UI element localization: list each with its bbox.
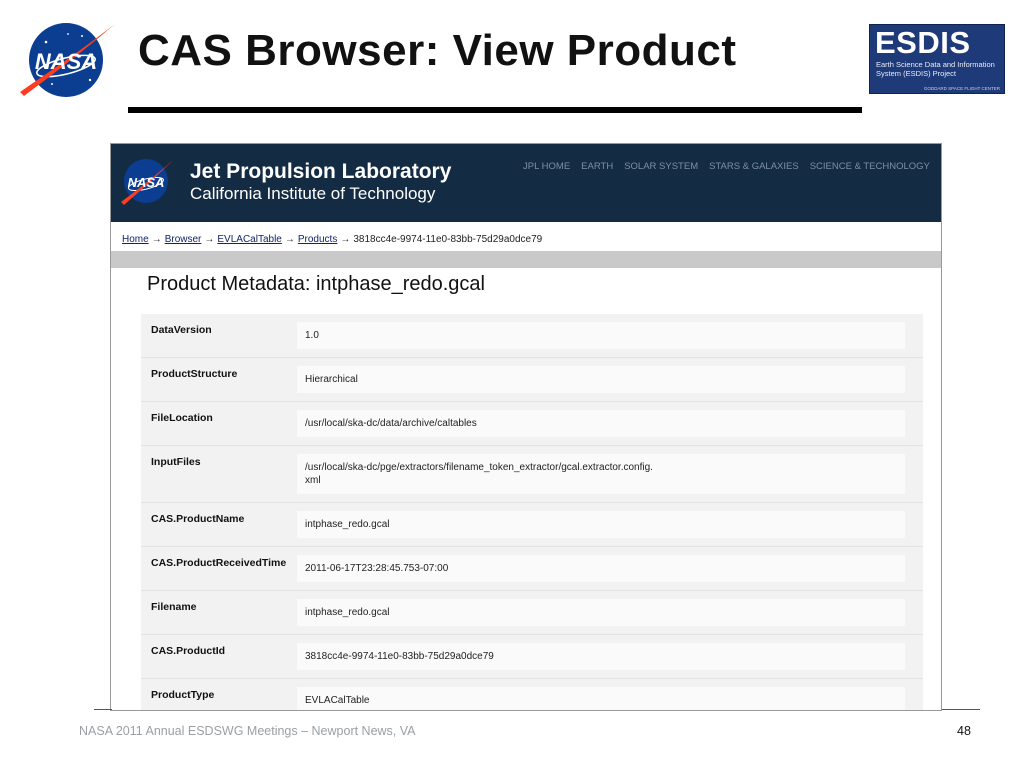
metadata-value: 2011-06-17T23:28:45.753-07:00 — [297, 555, 905, 582]
slide-title: CAS Browser: View Product — [138, 26, 737, 75]
jpl-title[interactable]: Jet Propulsion Laboratory — [190, 160, 452, 183]
page-number: 48 — [957, 724, 971, 738]
cas-browser-screenshot — [110, 143, 942, 711]
breadcrumb — [122, 234, 542, 245]
metadata-row — [141, 402, 923, 446]
metadata-panel — [131, 268, 921, 711]
metadata-row — [141, 679, 923, 711]
esdis-logo-subtitle: Earth Science Data and Information System (ESDIS) Project — [876, 60, 995, 78]
metadata-value: intphase_redo.gcal — [297, 599, 905, 626]
breadcrumb-current: 3818cc4e-9974-11e0-83bb-75d29a0dce79 — [353, 234, 543, 245]
nav-stars-galaxies[interactable]: STARS & GALAXIES — [709, 161, 799, 172]
metadata-value: intphase_redo.gcal — [297, 511, 905, 538]
breadcrumb-separator: → — [204, 234, 215, 245]
slide-footer: NASA 2011 Annual ESDSWG Meetings – Newport News, VA — [79, 724, 416, 738]
breadcrumb-browser-link[interactable]: Browser — [164, 234, 202, 245]
nav-solar-system[interactable]: SOLAR SYSTEM — [624, 161, 699, 172]
metadata-row — [141, 446, 923, 503]
metadata-label: DataVersion — [151, 324, 212, 336]
metadata-value: 1.0 — [297, 322, 905, 349]
footer-divider-left — [94, 709, 112, 710]
page-band — [111, 251, 941, 268]
nav-earth[interactable]: EARTH — [581, 161, 614, 172]
metadata-value: 3818cc4e-9974-11e0-83bb-75d29a0dce79 — [297, 643, 905, 670]
breadcrumb-evlacaltable-link[interactable]: EVLACalTable — [217, 234, 282, 245]
jpl-nasa-logo-text: NASA — [127, 175, 165, 190]
nav-science-technology[interactable]: SCIENCE & TECHNOLOGY — [809, 161, 930, 172]
metadata-value: /usr/local/ska-dc/pge/extractors/filename_token_extractor/gcal.extractor.config. xml — [297, 454, 905, 494]
nasa-logo-text: NASA — [34, 49, 98, 74]
breadcrumb-home-link[interactable]: Home — [122, 234, 149, 245]
metadata-table — [141, 314, 923, 711]
metadata-title: Product Metadata: intphase_redo.gcal — [147, 273, 485, 295]
esdis-logo-title: ESDIS — [875, 25, 971, 60]
esdis-logo — [869, 24, 1005, 94]
jpl-nav — [523, 161, 930, 172]
metadata-label: Filename — [151, 601, 197, 613]
metadata-row — [141, 358, 923, 402]
metadata-label: InputFiles — [151, 456, 201, 468]
jpl-header — [111, 144, 941, 222]
breadcrumb-products-link[interactable]: Products — [297, 234, 338, 245]
metadata-label: ProductStructure — [151, 368, 238, 380]
metadata-label: CAS.ProductReceivedTime — [151, 557, 287, 569]
metadata-row — [141, 635, 923, 679]
title-divider — [128, 107, 862, 113]
metadata-value: Hierarchical — [297, 366, 905, 393]
metadata-label: ProductType — [151, 689, 215, 701]
metadata-row — [141, 591, 923, 635]
breadcrumb-separator: → — [151, 234, 162, 245]
nav-jpl-home[interactable]: JPL HOME — [523, 161, 571, 172]
breadcrumb-separator: → — [340, 234, 351, 245]
footer-divider-right — [942, 709, 980, 710]
nasa-logo — [16, 14, 116, 102]
metadata-row — [141, 547, 923, 591]
metadata-row — [141, 314, 923, 358]
metadata-value: EVLACalTable — [297, 687, 905, 711]
esdis-logo-footer: GODDARD SPACE FLIGHT CENTER — [923, 86, 1000, 91]
metadata-label: CAS.ProductId — [151, 645, 226, 657]
metadata-label: CAS.ProductName — [151, 513, 245, 525]
jpl-subtitle: California Institute of Technology — [190, 184, 436, 203]
metadata-row — [141, 503, 923, 547]
jpl-nasa-logo[interactable] — [119, 152, 173, 208]
metadata-value: /usr/local/ska-dc/data/archive/caltables — [297, 410, 905, 437]
breadcrumb-separator: → — [284, 234, 295, 245]
metadata-label: FileLocation — [151, 412, 213, 424]
